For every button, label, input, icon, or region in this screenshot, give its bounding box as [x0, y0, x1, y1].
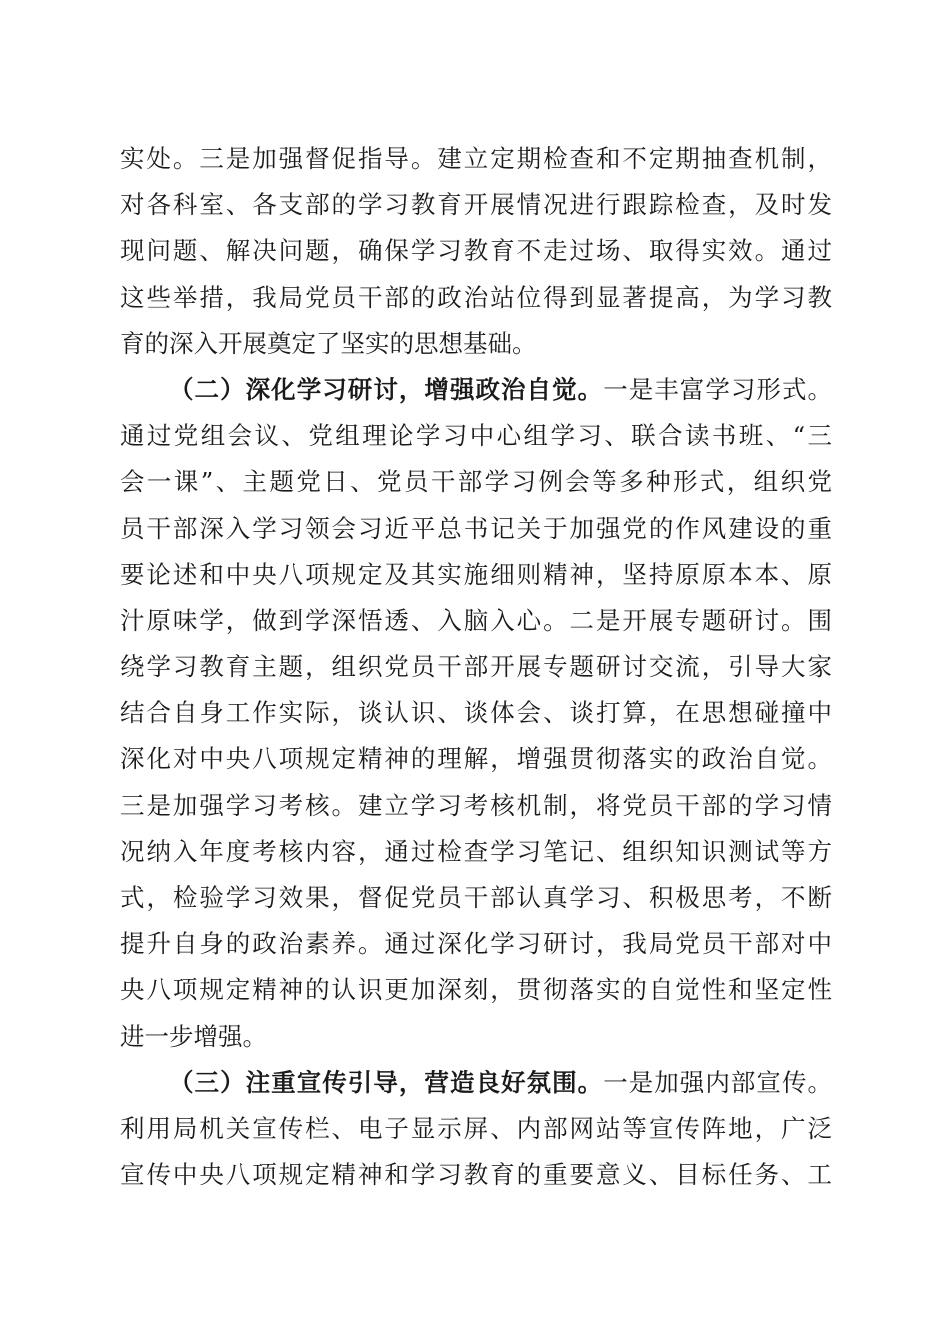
text-line: 要论述和中央八项规定及其实施细则精神，坚持原原本本、原	[120, 559, 832, 589]
text-line: 育的深入开展奠定了坚实的思想基础。	[120, 328, 537, 358]
text-line: 进一步增强。	[120, 1021, 267, 1051]
text-line: 央八项规定精神的认识更加深刻，贯彻落实的自觉性和坚定性	[120, 975, 832, 1005]
paragraph-first-line	[120, 367, 832, 413]
text-line: 三是加强学习考核。建立学习考核机制，将党员干部的学习情	[120, 790, 832, 820]
text-line: 实处。三是加强督促指导。建立定期检查和不定期抽查机制，	[120, 144, 832, 173]
text-line: 况纳入年度考核内容，通过检查学习笔记、组织知识测试等方	[120, 836, 832, 866]
text-line: 对各科室、各支部的学习教育开展情况进行跟踪检查，及时发	[120, 190, 832, 220]
text-line: 式，检验学习效果，督促党员干部认真学习、积极思考，不断	[120, 883, 832, 912]
text-line: 这些举措，我局党员干部的政治站位得到显著提高，为学习教	[120, 282, 832, 312]
text-run: 一是丰富学习形式。	[603, 374, 833, 404]
text-line: 通过党组会议、党组理论学习中心组学习、联合读书班、“三	[120, 421, 832, 451]
text-line: 深化对中央八项规定精神的理解，增强贯彻落实的政治自觉。	[120, 744, 832, 774]
text-line: 汁原味学，做到学深悟透、入脑入心。二是开展专题研讨。围	[120, 605, 832, 635]
text-line: 提升自身的政治素养。通过深化学习研讨，我局党员干部对中	[120, 929, 832, 959]
section-heading: （二）深化学习研讨，增强政治自觉。	[169, 374, 604, 404]
paragraph-first-line	[120, 1060, 832, 1106]
text-run: 一是加强内部宣传。	[603, 1067, 833, 1097]
text-line: 宣传中央八项规定精神和学习教育的重要意义、目标任务、工	[120, 1160, 832, 1190]
body-text	[120, 136, 832, 1198]
text-line: 绕学习教育主题，组织党员干部开展专题研讨交流，引导大家	[120, 652, 832, 682]
section-heading: （三）注重宣传引导，营造良好氛围。	[169, 1067, 604, 1097]
text-line: 利用局机关宣传栏、电子显示屏、内部网站等宣传阵地，广泛	[120, 1113, 832, 1143]
text-line: 结合自身工作实际，谈认识、谈体会、谈打算，在思想碰撞中	[120, 698, 832, 728]
text-line: 现问题、解决问题，确保学习教育不走过场、取得实效。通过	[120, 236, 832, 266]
text-line: 会一课”、主题党日、党员干部学习例会等多种形式，组织党	[120, 467, 832, 497]
text-line: 员干部深入学习领会习近平总书记关于加强党的作风建设的重	[120, 513, 832, 543]
